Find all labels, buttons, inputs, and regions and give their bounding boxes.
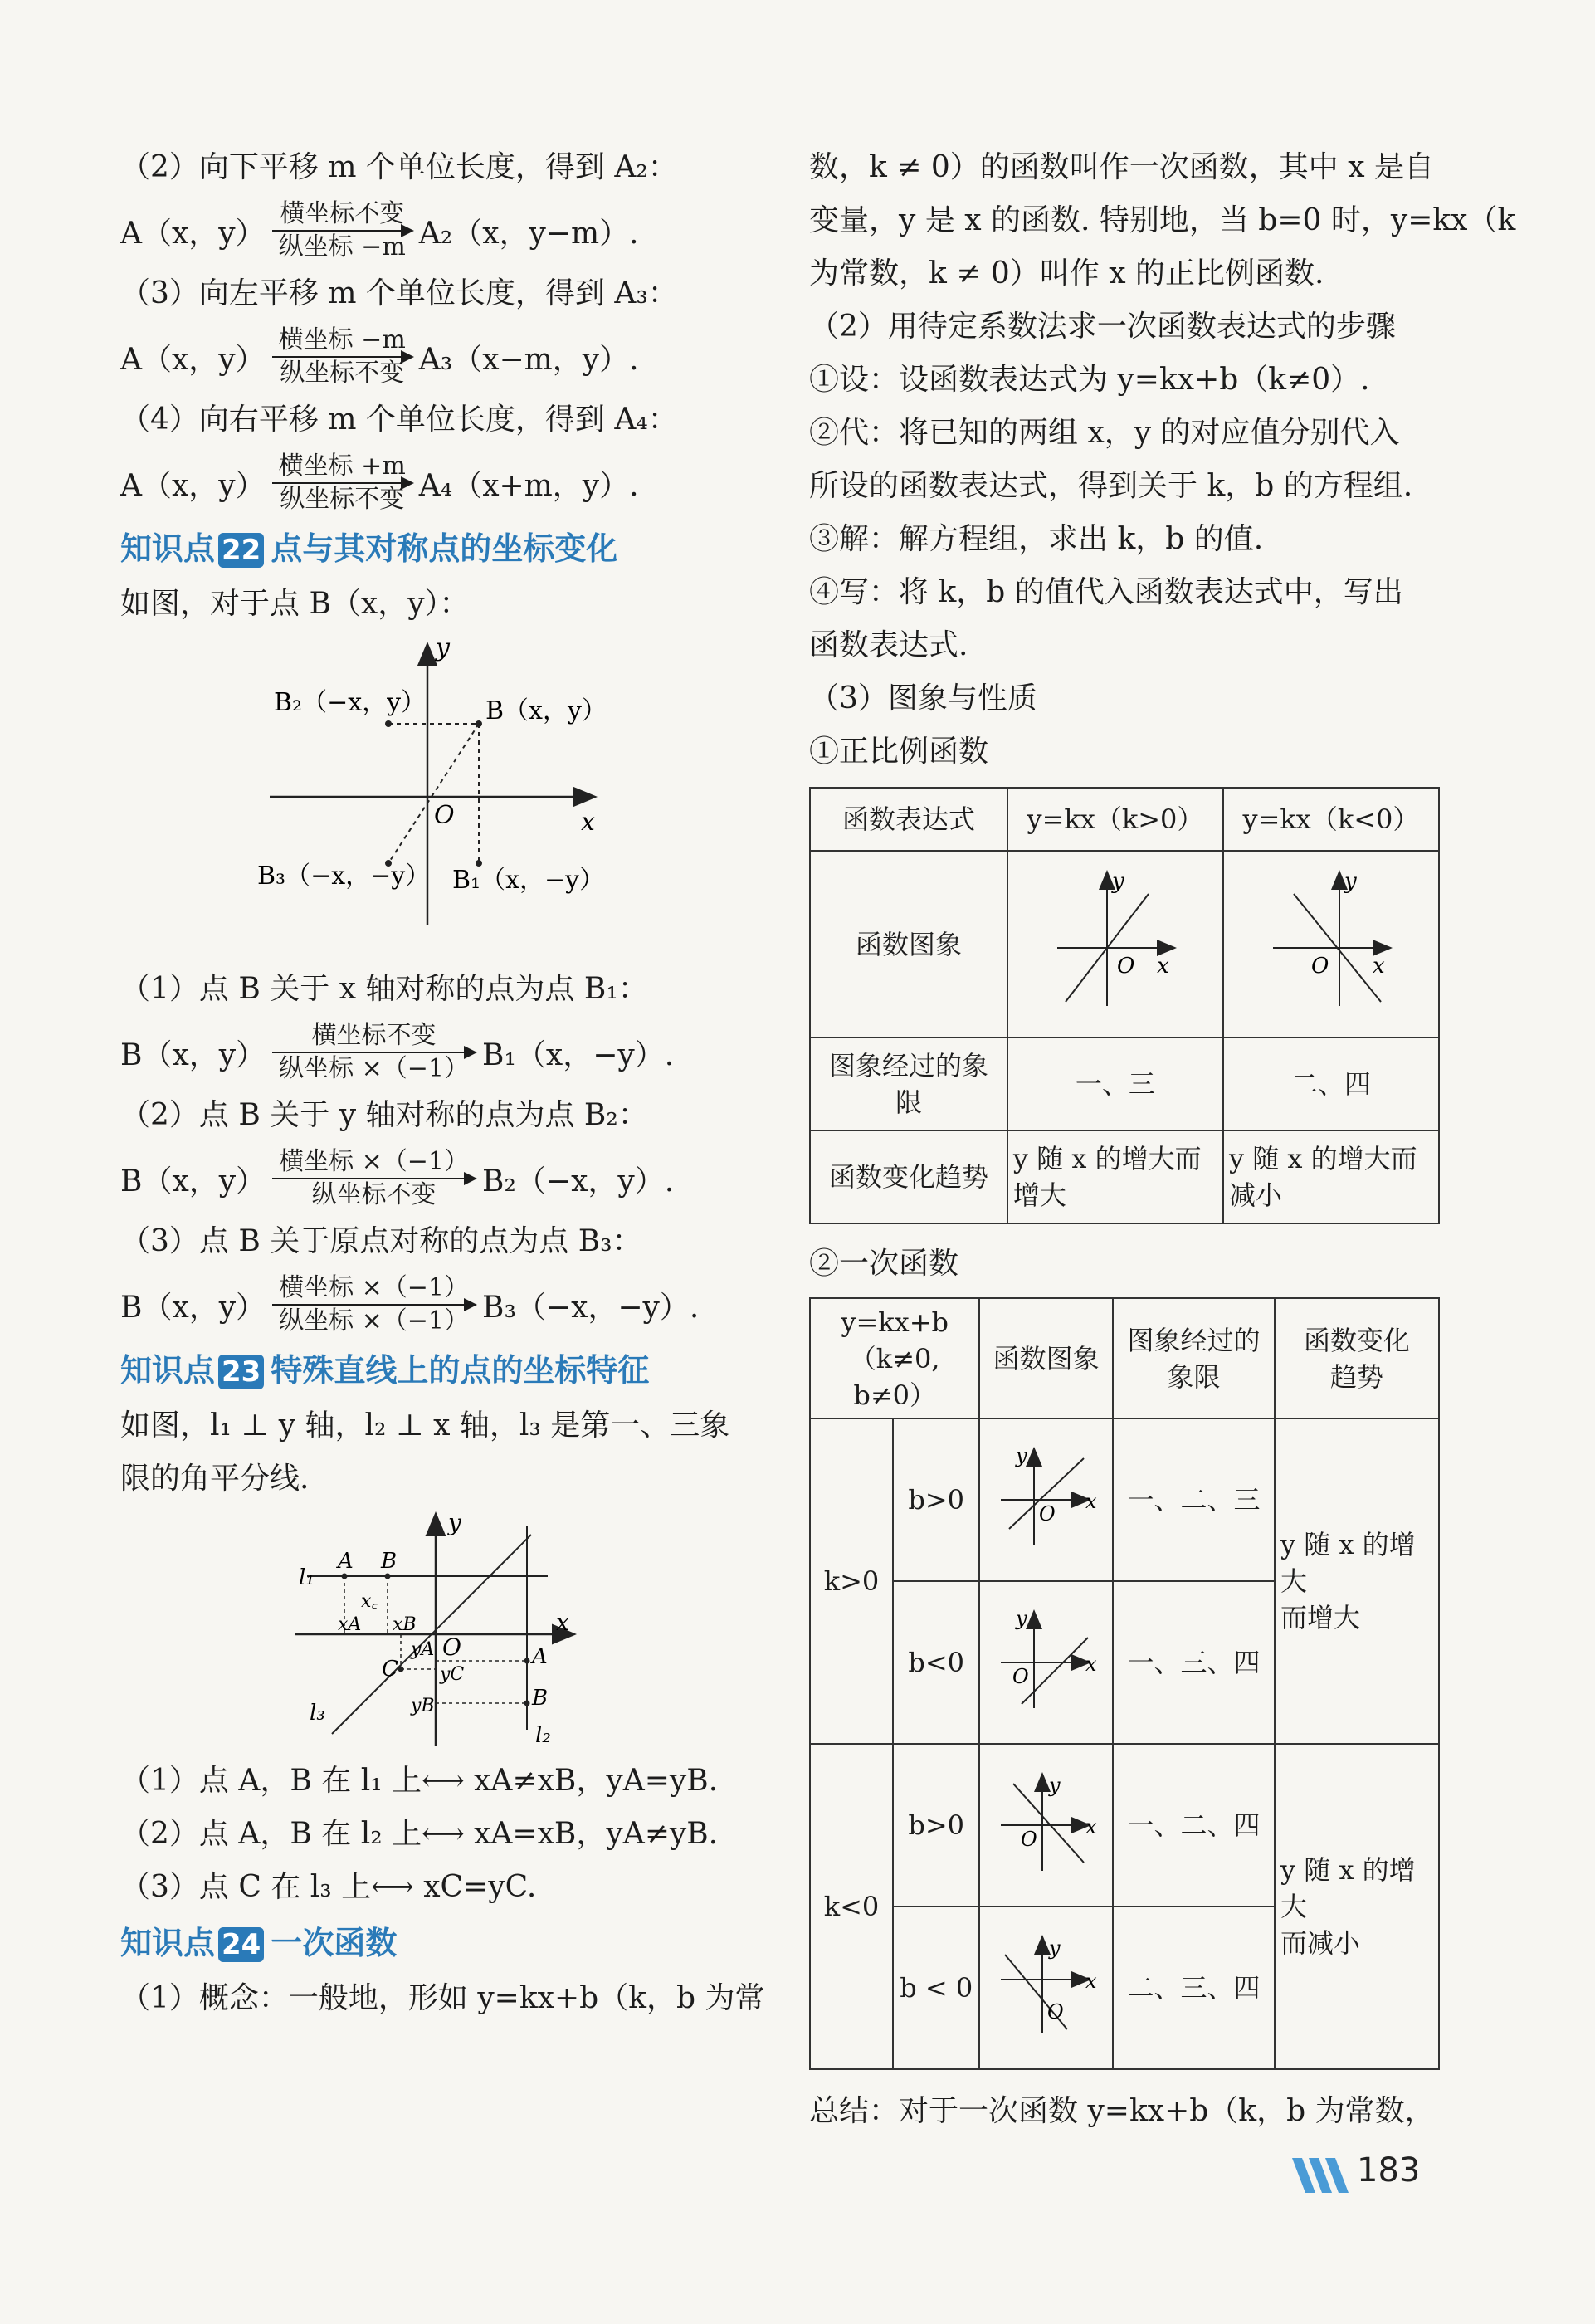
origin-label: O [1310,954,1329,979]
para-line: 数，k ≠ 0）的函数叫作一次函数，其中 x 是自 [809,150,1434,184]
arrow-bottom-label: 纵坐标不变 [311,1180,437,1209]
formula-from: B（x，y） [120,1164,266,1199]
kp23-intro-2: 限的角平分线. [120,1462,310,1496]
table-header: 函数表达式 [810,788,1007,851]
symmetry-diagram [120,631,763,963]
proportional-function-table [809,787,1440,1224]
shift-right-text: （4）向右平移 m 个单位长度，得到 A₄： [120,403,678,437]
origin-label: O [442,1633,461,1661]
graph-cell-kneg [1223,851,1439,1038]
kp-number-badge: 24 [218,1927,264,1962]
graph-kpos-bneg [993,1600,1100,1716]
table-header: y=kx（k>0） [1007,788,1223,851]
label-l3: l₃ [310,1701,325,1726]
sym-o-text: （3）点 B 关于原点对称的点为点 B₃： [120,1224,642,1258]
formula-from: A（x，y） [120,216,266,251]
sym-x-formula [120,1016,763,1089]
table-header [1275,1298,1439,1418]
origin-label: O [1020,1827,1037,1851]
arrow-top-label: 横坐标 +m [278,452,406,481]
formula-from: B（x，y） [120,1038,266,1072]
table-row-label: 图象经过的象限 [810,1038,1007,1130]
label-yb: yB [411,1696,435,1716]
formula-to: B₃（−x，−y）. [482,1290,700,1325]
shift-down-text: （2）向下平移 m 个单位长度，得到 A₂： [120,150,678,184]
x-axis-label: x [581,808,595,837]
header-line: 图象经过的 [1127,1324,1261,1356]
origin-label: O [1012,1664,1029,1688]
graph-proportional-decreasing [1256,865,1406,1014]
y-label: y [1015,1606,1027,1630]
trend-line-1: y 随 x 的增大 [1280,1529,1416,1597]
trend-cell [1223,1130,1439,1223]
arrow-top-label: 横坐标不变 [280,199,405,228]
page-stripes-icon [1290,2155,1353,2200]
label-b: B（x，y） [485,696,607,725]
formula-to: A₃（x−m，y）. [418,342,639,377]
formula-from: A（x，y） [120,342,266,377]
point-a1 [342,1574,348,1579]
point-c [398,1667,404,1672]
arrow-top-label: 横坐标 ×（−1） [279,1147,470,1176]
header-line: y=kx+b [841,1306,949,1338]
label-xa: xA [338,1614,362,1635]
x-label: x [1085,1652,1097,1676]
kp22-intro: 如图，对于点 B（x，y）： [120,587,470,621]
arrow-top-label: 横坐标 −m [278,325,406,354]
para-line: ①设：设函数表达式为 y=kx+b（k≠0）. [809,363,1370,397]
y-label: y [1111,869,1124,894]
kp-label: 知识点 [120,1925,216,1961]
origin-label: O [1116,954,1135,979]
origin-label: O [434,801,455,830]
origin-label: O [1046,1999,1064,2024]
transform-arrow [272,451,412,515]
arrow-shaft [272,356,412,358]
arrow-bottom-label: 纵坐标不变 [280,485,405,514]
label-a1: A [338,1549,354,1574]
point-a2 [524,1658,530,1664]
arrow-shaft [272,230,412,232]
x-label: x [1085,1489,1097,1513]
rule-2: （2）点 A，B 在 l₂ 上⟷ xA=xB，yA≠yB. [120,1817,719,1851]
y-axis-label: y [436,633,450,662]
graph-proportional-increasing [1041,865,1190,1014]
arrow-bottom-label: 纵坐标 ×（−1） [279,1306,470,1335]
y-label: y [1015,1443,1027,1467]
table-header: y=kx（k<0） [1223,788,1439,851]
label-xc: x꜀ [361,1591,378,1612]
knowledge-point-24-heading [120,1914,763,1972]
para-line: （3）图象与性质 [809,681,1037,715]
label-l1: l₁ [299,1565,315,1590]
y-label: y [1048,1936,1061,1960]
page-number: 183 [1357,2151,1421,2190]
graph-cell [979,1744,1113,1907]
shift-down-formula [120,194,763,267]
arrow-bottom-label: 纵坐标 −m [278,232,406,261]
label-a2: A [532,1644,548,1669]
left-column [120,141,763,2025]
point-b1 [385,1574,391,1579]
header-line: 趋势 [1330,1360,1384,1393]
graph-kneg-bpos [993,1763,1100,1879]
header-line: （k≠0, [849,1342,940,1374]
b-label: b>0 [893,1744,979,1907]
x-axis-label: x [556,1609,569,1636]
arrow-top-label: 横坐标 ×（−1） [279,1273,470,1302]
graph-line [1022,1638,1088,1704]
label-b2: B [532,1686,549,1711]
k-group-label: k<0 [810,1744,893,2069]
point-b2 [385,720,392,727]
formula-to: B₁（x，−y）. [482,1038,675,1072]
shift-left-text: （3）向左平移 m 个单位长度，得到 A₃： [120,276,678,310]
trend-line-2: 减小 [1228,1179,1282,1211]
trend-cell [1275,1418,1439,1744]
quadrant-cell: 一、二、三 [1113,1418,1275,1581]
x-label: x [1085,1814,1097,1838]
para-line: 所设的函数表达式，得到关于 k，b 的方程组. [809,469,1413,503]
trend-line-1: y 随 x 的增大而 [1012,1143,1202,1174]
quadrant-cell: 二、三、四 [1113,1907,1275,2069]
x-label: x [1156,954,1169,979]
formula-to: A₂（x，y−m）. [418,216,639,251]
kp-label: 知识点 [120,530,216,567]
transform-arrow [272,198,412,263]
arrow-shaft [272,482,412,484]
formula-from: B（x，y） [120,1290,266,1325]
right-column [809,141,1516,2138]
table-header [1113,1298,1275,1418]
kp-number-badge: 22 [218,533,264,568]
quadrant-cell: 一、三 [1007,1038,1223,1130]
rule-3: （3）点 C 在 l₃ 上⟷ xC=yC. [120,1870,537,1904]
header-line: 函数变化 [1304,1324,1411,1356]
para-line: ③解：解方程组，求出 k，b 的值. [809,522,1264,556]
kp-number-badge: 23 [218,1355,264,1389]
graph-cell [979,1581,1113,1744]
arrow-shaft [272,1178,476,1179]
table-row-label: 函数图象 [810,851,1007,1038]
transform-arrow [272,1146,476,1211]
label-ya: yA [411,1639,435,1660]
y-label: y [1048,1773,1061,1797]
para-line: 变量，y 是 x 的函数. 特别地，当 b=0 时，y=kx（k [809,203,1516,237]
special-lines-figure [120,1506,763,1755]
label-b1: B [381,1549,398,1574]
sym-x-text: （1）点 B 关于 x 轴对称的点为点 B₁： [120,972,648,1006]
special-lines-diagram [120,1506,763,1755]
graph-kneg-bneg [993,1926,1100,2042]
graph-cell [979,1907,1113,2069]
summary-text: 总结：对于一次函数 y=kx+b（k，b 为常数， [809,2094,1435,2128]
concept-text: （1）概念：一般地，形如 y=kx+b（k，b 为常 [120,1981,765,2015]
label-yc: yC [440,1664,465,1685]
trend-cell [1007,1130,1223,1223]
transform-arrow [272,1020,476,1085]
arrow-shaft [272,1052,476,1053]
kp-label: 知识点 [120,1352,216,1389]
graph-cell-kpos [1007,851,1223,1038]
para-line: ④写：将 k，b 的值代入函数表达式中，写出 [809,575,1403,609]
shift-left-formula [120,320,763,393]
label-xb: xB [393,1614,417,1635]
shift-right-formula [120,447,763,520]
table-header: 函数图象 [979,1298,1113,1418]
stripes-graphic [1290,2155,1353,2196]
arrow-bottom-label: 纵坐标 ×（−1） [279,1054,470,1083]
quadrant-cell: 二、四 [1223,1038,1439,1130]
sym-o-formula [120,1268,763,1341]
para-line: 为常数，k ≠ 0）叫作 x 的正比例函数. [809,256,1324,290]
x-label: x [1085,1969,1097,1993]
transform-arrow [272,325,412,389]
para-line: ②一次函数 [809,1247,959,1281]
y-label: y [1344,869,1357,894]
table-header [810,1298,979,1418]
trend-cell [1275,1744,1439,2069]
label-c: C [382,1657,398,1682]
graph-kpos-bpos [993,1438,1100,1554]
formula-to: A₄（x+m，y）. [418,468,639,503]
para-line: （2）用待定系数法求一次函数表达式的步骤 [809,310,1396,344]
formula-to: B₂（−x，y）. [482,1164,675,1199]
knowledge-point-23-heading [120,1341,763,1399]
origin-label: O [1038,1501,1056,1526]
label-l2: l₂ [535,1723,551,1748]
label-b1: B₁（x，−y） [452,866,605,895]
sym-y-formula [120,1142,763,1215]
trend-line-2: 而增大 [1280,1602,1361,1633]
trend-line-1: y 随 x 的增大而 [1228,1143,1417,1174]
label-b2: B₂（−x，y） [274,688,427,717]
y-axis-label: y [448,1509,461,1536]
quadrant-cell: 一、三、四 [1113,1581,1275,1744]
trend-line-1: y 随 x 的增大 [1280,1854,1416,1922]
linear-function-table [809,1297,1440,2070]
arrow-bottom-label: 纵坐标不变 [280,359,405,388]
k-group-label: k>0 [810,1418,893,1744]
x-label: x [1372,954,1385,979]
b-label: b>0 [893,1418,979,1581]
kp23-intro-1: 如图，l₁ ⊥ y 轴，l₂ ⊥ x 轴，l₃ 是第一、三象 [120,1409,730,1443]
para-line: 函数表达式. [809,628,968,662]
arrow-top-label: 横坐标不变 [311,1021,437,1050]
arrow-shaft [272,1304,476,1306]
rule-1: （1）点 A，B 在 l₁ 上⟷ xA≠xB，yA=yB. [120,1764,719,1798]
trend-line-2: 增大 [1012,1179,1066,1211]
dashed-guide [388,724,479,863]
para-line: ①正比例函数 [809,735,989,769]
kp-title: 一次函数 [271,1925,398,1961]
table-row-label: 函数变化趋势 [810,1130,1007,1223]
b-label: b < 0 [893,1907,979,2069]
symmetry-figure [120,631,763,963]
header-line: 象限 [1167,1360,1221,1393]
sym-y-text: （2）点 B 关于 y 轴对称的点为点 B₂： [120,1098,648,1132]
header-line: b≠0） [853,1379,937,1411]
point-b2 [524,1701,530,1706]
b-label: b<0 [893,1581,979,1744]
point-b [476,720,482,727]
transform-arrow [272,1272,476,1337]
formula-from: A（x，y） [120,468,266,503]
quadrant-cell: 一、二、四 [1113,1744,1275,1907]
kp-title: 点与其对称点的坐标变化 [271,530,618,567]
trend-line-2: 而减小 [1280,1927,1361,1959]
graph-cell [979,1418,1113,1581]
knowledge-point-22-heading [120,520,763,578]
kp-title: 特殊直线上的点的坐标特征 [271,1352,650,1389]
label-b3: B₃（−x，−y） [257,862,431,891]
para-line: ②代：将已知的两组 x，y 的对应值分别代入 [809,416,1400,450]
